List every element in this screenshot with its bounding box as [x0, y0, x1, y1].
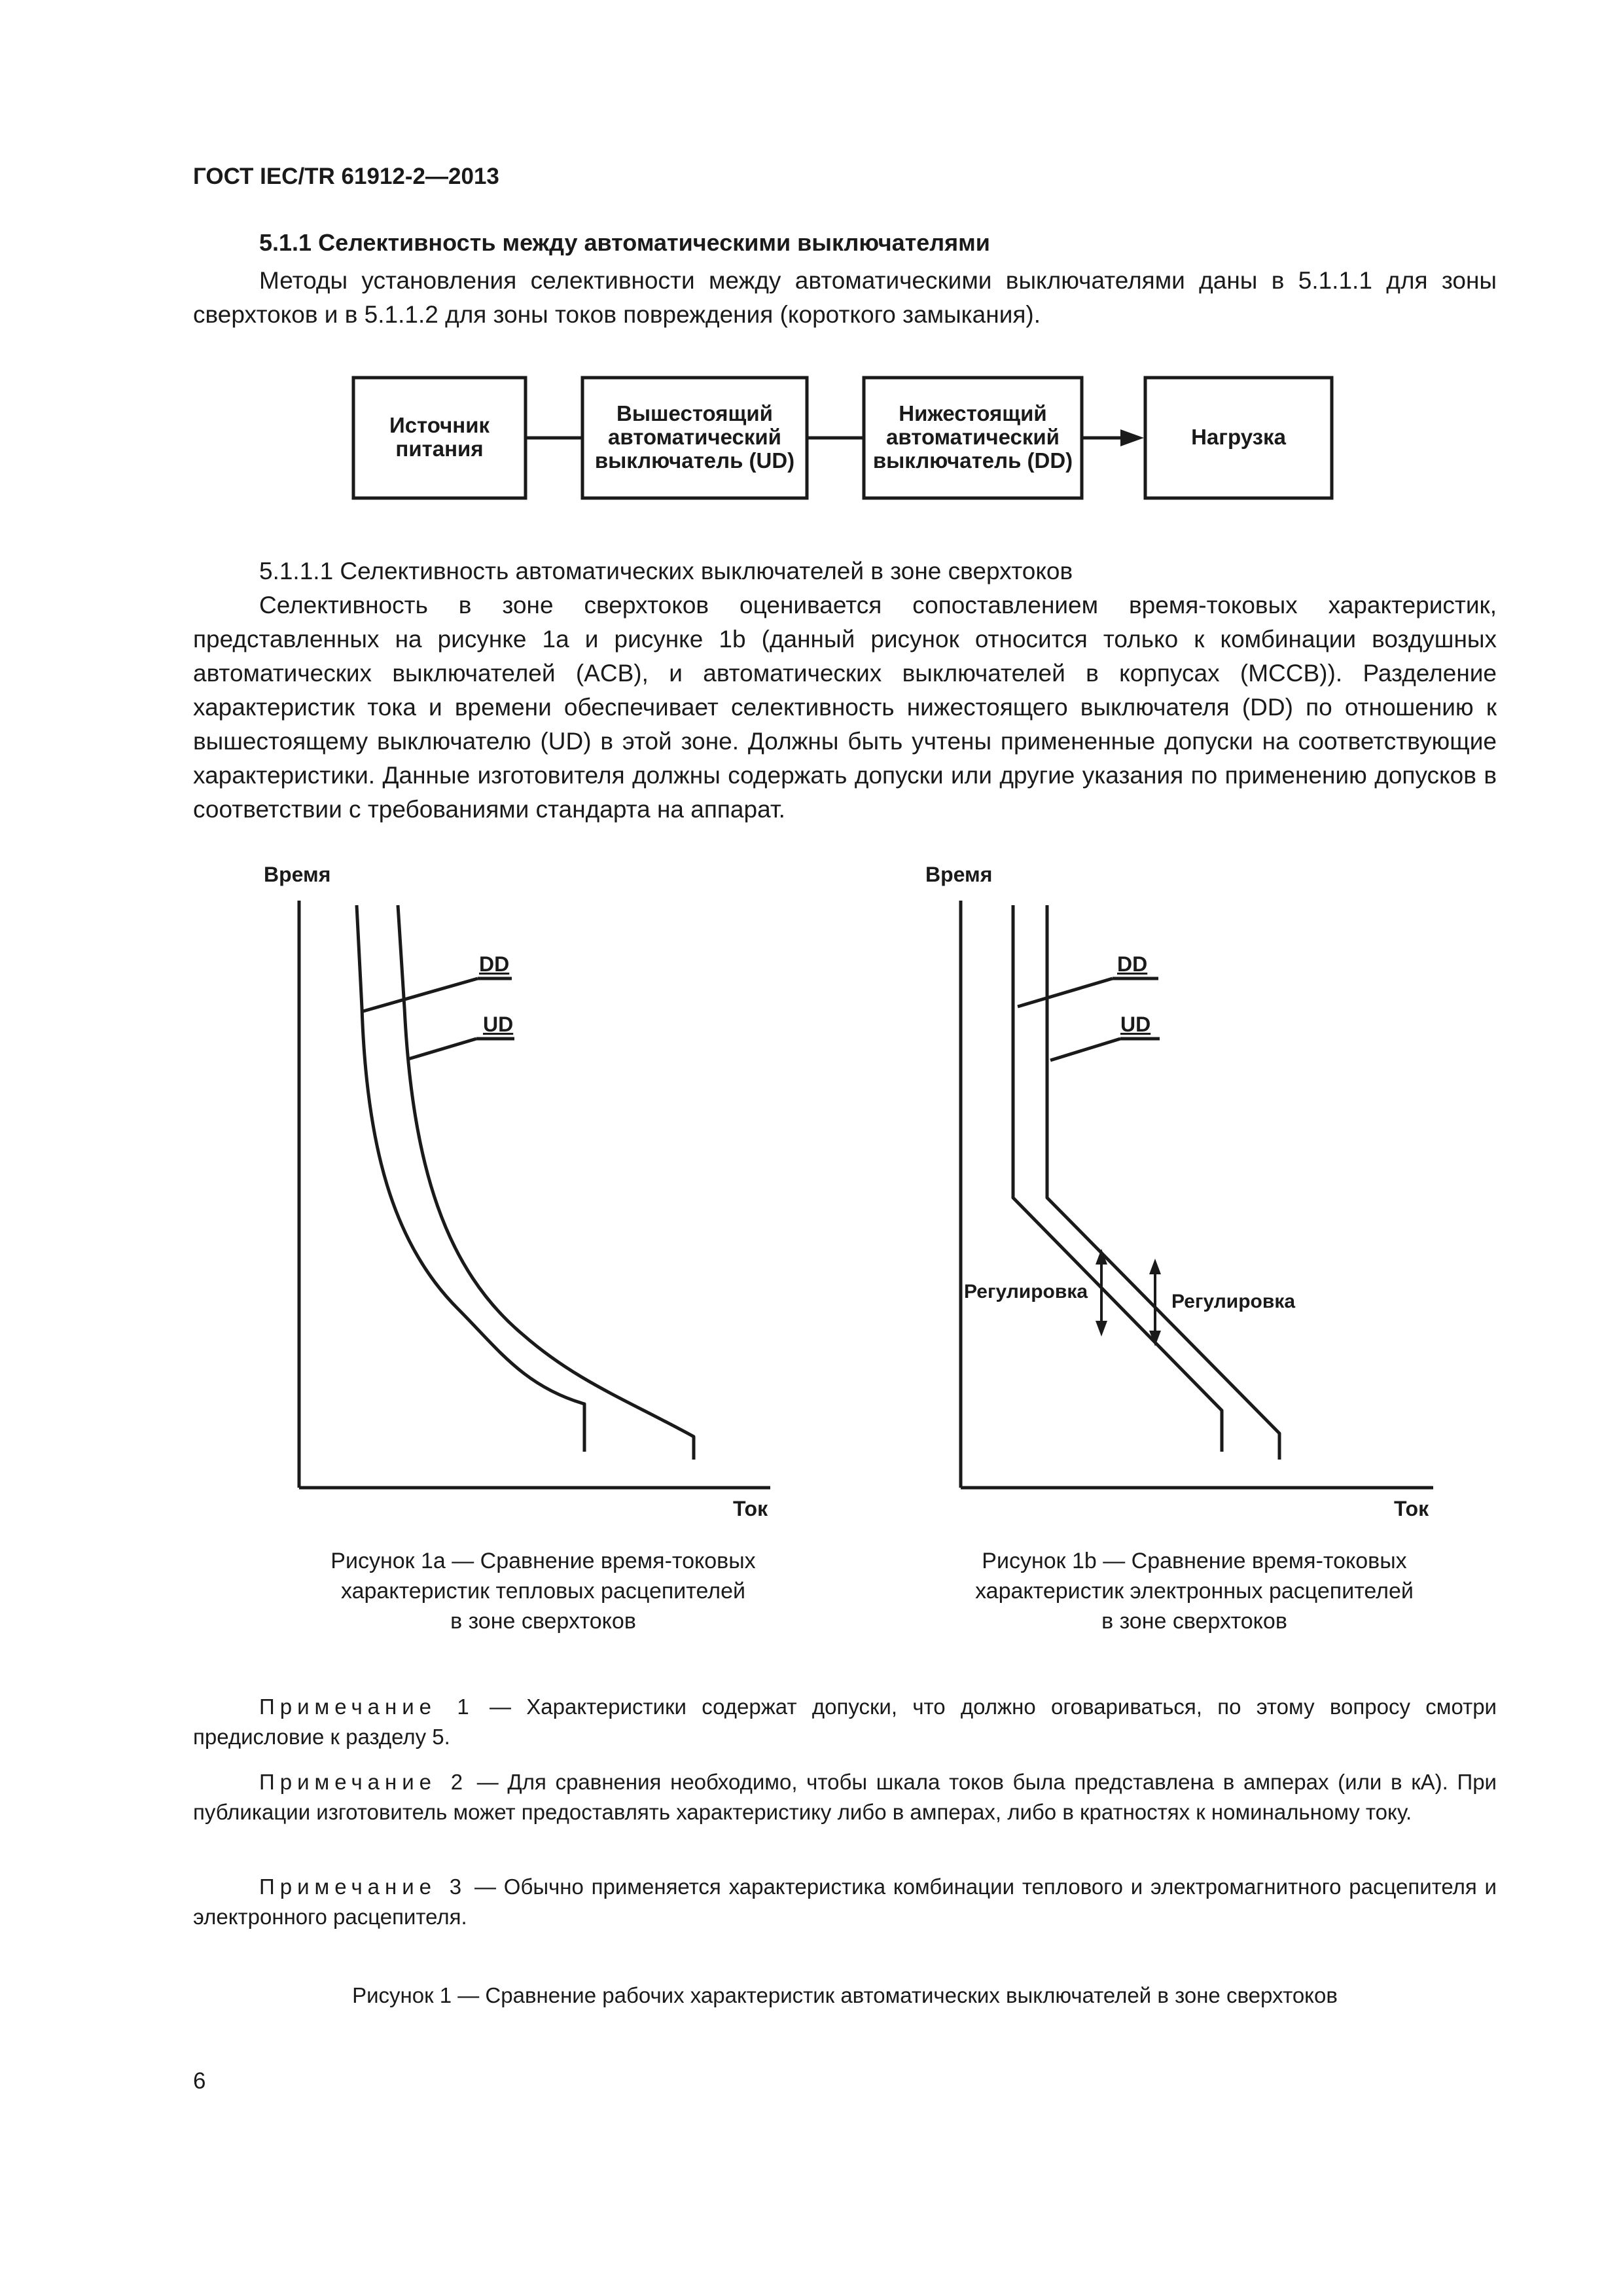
box-label-line: питания — [395, 437, 484, 461]
box-label-line: Нижестоящий — [899, 401, 1047, 425]
caption-line: Рисунок 1a — Сравнение время-токовых — [330, 1549, 756, 1573]
note-text: — Характеристики содержат допуски, что должно оговариваться, по этому вопросу смотри предисловие к разделу 5. — [193, 1695, 1497, 1749]
caption-line: характеристик тепловых расцепителей — [340, 1579, 745, 1604]
fig1b-dd-curve — [1013, 905, 1222, 1452]
fig1b-adjust-label-right: Регулировка — [1171, 1291, 1296, 1312]
arrow-up-icon — [1149, 1259, 1161, 1274]
note-prefix: Примечание 2 — [259, 1770, 469, 1794]
note-1 — [193, 1692, 1497, 1752]
fig1b-y-axis-title: Время — [925, 863, 993, 886]
fig1b-ud-label: UD — [1120, 1013, 1151, 1036]
arrow-down-icon — [1096, 1321, 1107, 1336]
note-3 — [193, 1872, 1497, 1932]
fig1a-dd-leader — [363, 978, 478, 1011]
fig1a-dd-curve — [357, 905, 584, 1452]
box-label-line: Нагрузка — [1191, 425, 1286, 449]
fig1b-caption — [900, 1546, 1489, 1636]
fig1b-adjust-label-left: Регулировка — [964, 1281, 1088, 1302]
caption-line: в зоне сверхтоков — [450, 1609, 636, 1634]
fig1b-dd-label: DD — [1117, 952, 1148, 976]
box-label-line: выключатель (UD) — [594, 448, 795, 473]
box-label-line: Вышестоящий — [616, 401, 773, 425]
note-text: — Обычно применяется характеристика комбинации теплового и электромагнитного расцепителя и электронного расцепителя. — [193, 1874, 1497, 1929]
fig1a-ud-label: UD — [483, 1013, 514, 1036]
box-label-line: автоматический — [886, 425, 1060, 449]
note-text: — Для сравнения необходимо, чтобы шкала токов была представлена в амперах (или в кА). При публикации изготовитель может предоставлять характеристику либо в амперах, либо в кратностях к номинальному току. — [193, 1770, 1497, 1824]
page-number: 6 — [193, 2068, 206, 2094]
note-prefix: Примечание 1 — [259, 1695, 474, 1719]
figure-caption: Рисунок 1 — Сравнение рабочих характеристик автоматических выключателей в зоне сверхтоков — [352, 1983, 1338, 2007]
subsection-paragraph: Селективность в зоне сверхтоков оценивается сопоставлением время-токовых характеристик, представленных на рисунке 1a и рисунке 1b (данный рисунок относится только к комбинации воздушных автоматических выключателей (ACB), и автоматических выключателей в корпусах (MCCB)). Разделение характеристик тока и времени обеспечивает селективность нижестоящего выключателя (DD) по отношению к вышестоящему выключателю (UD) в этой зоне. Должны быть учтены примененные допуски на соответствующие характеристики. Данные изготовителя должны содержать допуски или другие указания по применению допусков в соответствии с требованиями стандарта на аппарат. — [193, 592, 1497, 823]
box-label-line: выключатель (DD) — [872, 448, 1073, 473]
box-label-line: Источник — [389, 413, 490, 437]
fig1a-y-axis-title: Время — [264, 863, 331, 886]
subsection-heading: 5.1.1.1 Селективность автоматических выключателей в зоне сверхтоков — [259, 558, 1073, 584]
fig1b-dd-leader — [1018, 978, 1113, 1007]
fig1a-dd-label: DD — [479, 952, 510, 976]
fig1a-x-axis-title: Ток — [733, 1497, 768, 1520]
note-prefix: Примечание 3 — [259, 1874, 467, 1899]
caption-line: Рисунок 1b — Сравнение время-токовых — [982, 1549, 1407, 1573]
note-2 — [193, 1767, 1497, 1827]
box-label-line: автоматический — [608, 425, 781, 449]
section-intro: Методы установления селективности между автоматическими выключателями даны в 5.1.1.1 для зоны сверхтоков и в 5.1.1.2 для зоны токов повреждения (короткого замыкания). — [193, 267, 1497, 328]
document-header: ГОСТ IEC/TR 61912-2—2013 — [193, 164, 499, 189]
fig1a-ud-leader — [408, 1039, 476, 1059]
fig1b-x-axis-title: Ток — [1394, 1497, 1429, 1520]
fig1a-caption — [259, 1546, 828, 1636]
caption-line: характеристик электронных расцепителей — [975, 1579, 1414, 1604]
caption-line: в зоне сверхтоков — [1101, 1609, 1287, 1634]
section-heading: 5.1.1 Селективность между автоматическими выключателями — [259, 229, 990, 256]
fig1b-ud-leader — [1050, 1039, 1120, 1060]
